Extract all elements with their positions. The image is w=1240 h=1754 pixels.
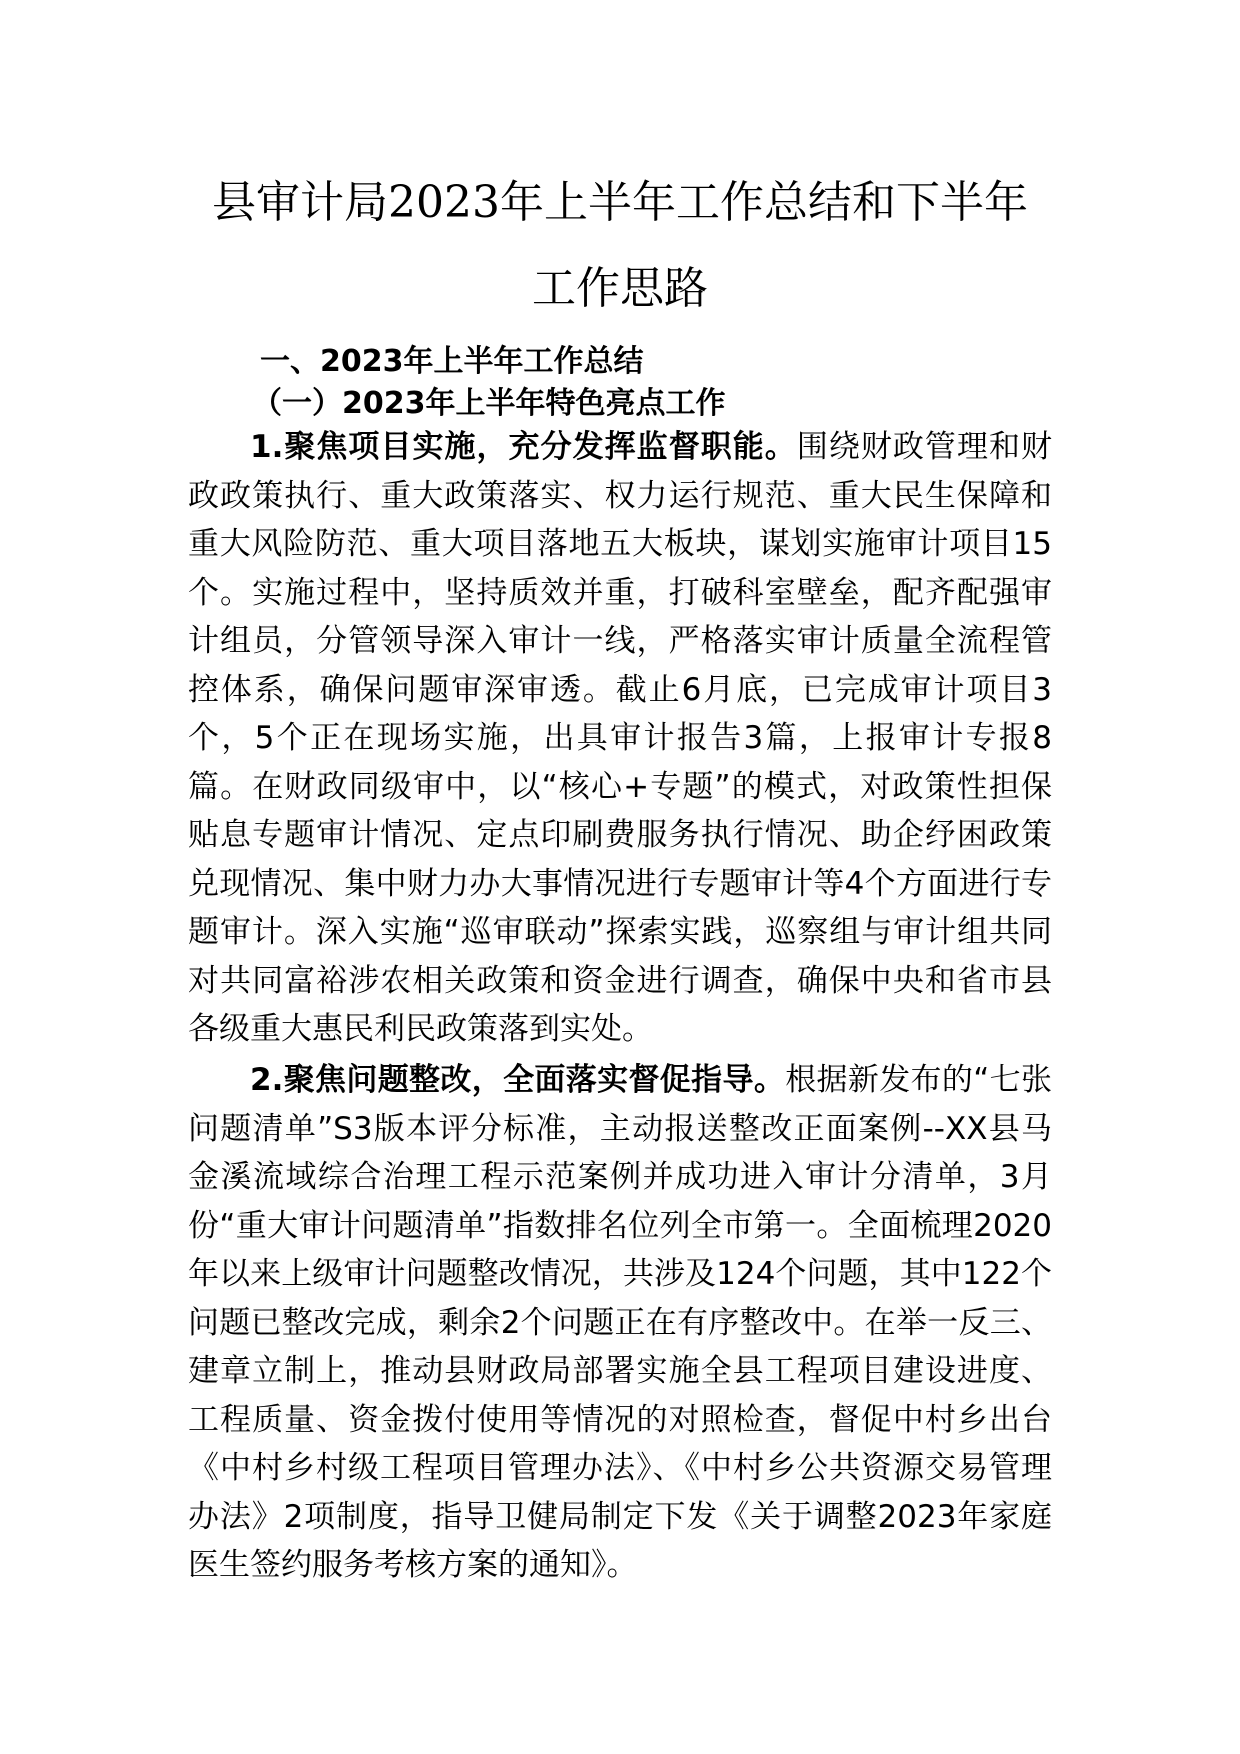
subsection-heading: （一）2023年上半年特色亮点工作 — [252, 386, 726, 421]
paragraph-2-lead: 2.聚焦问题整改，全面落实督促指导。 — [250, 1062, 786, 1098]
document-title-line-1: 县审计局2023年上半年工作总结和下半年 — [212, 177, 1028, 228]
paragraph-1-text: 围绕财政管理和财政政策执行、重大政策落实、权力运行规范、重大民生保障和重大风险防范、重大项目落地五大板块，谋划实施审计项目15个。实施过程中，坚持质效并重，打破科室壁垒，配齐配强审计组员，分管领导深入审计一线，严格落实审计质量全流程管控体系，确保问题审深审透。截止6月底，已完成审计项目3个，5个正在现场实施，出具审计报告3篇，上报审计专报8篇。在财政同级审中，以“核心+专题”的模式，对政策性担保贴息专题审计情况、定点印刷费服务执行情况、助企纾困政策兑现情况、集中财力办大事情况进行专题审计等4个方面进行专题审计。深入实施“巡审联动”探索实践，巡察组与审计组共同对共同富裕涉农相关政策和资金进行调查，确保中央和省市县各级重大惠民利民政策落到实处。 — [188, 429, 1052, 1047]
document-title-line-2: 工作思路 — [532, 263, 708, 314]
paragraph-2 — [188, 1056, 1052, 1590]
paragraph-1-lead: 1.聚焦项目实施，充分发挥监督职能。 — [250, 429, 797, 465]
section-heading: 一、2023年上半年工作总结 — [260, 344, 644, 379]
paragraph-2-text: 根据新发布的“七张问题清单”S3版本评分标准，主动报送整改正面案例--XX县马金溪流域综合治理工程示范案例并成功进入审计分清单，3月份“重大审计问题清单”指数排名位列全市第一。全面梳理2020年以来上级审计问题整改情况，共涉及124个问题，其中122个问题已整改完成，剩余2个问题正在有序整改中。在举一反三、建章立制上，推动县财政局部署实施全县工程项目建设进度、工程质量、资金拨付使用等情况的对照检查，督促中村乡出台《中村乡村级工程项目管理办法》、《中村乡公共资源交易管理办法》2项制度，指导卫健局制定下发《关于调整2023年家庭医生签约服务考核方案的通知》。 — [188, 1062, 1052, 1583]
paragraph-1 — [188, 423, 1052, 1054]
